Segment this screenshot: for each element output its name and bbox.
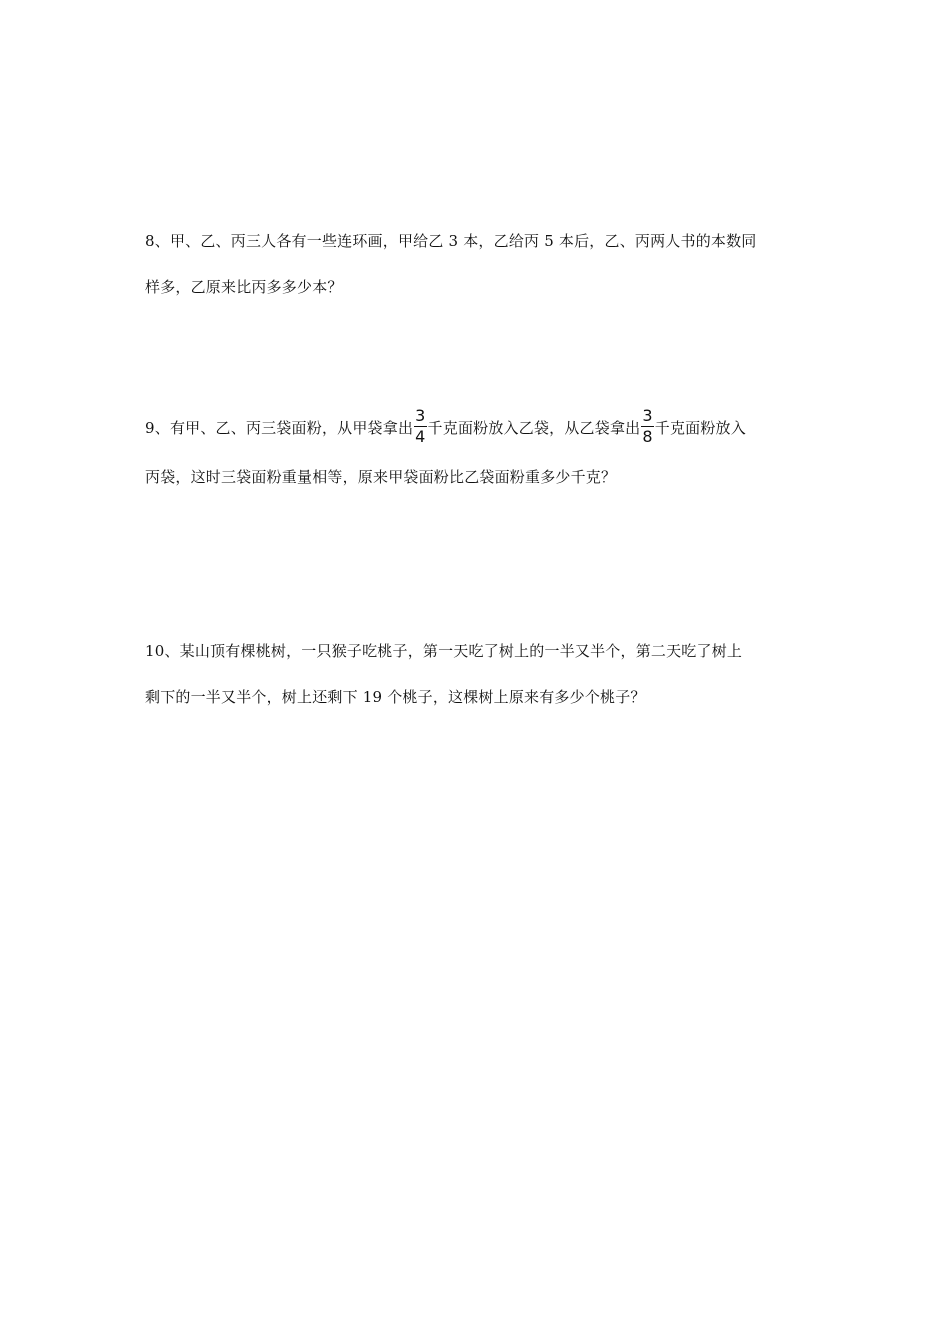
fraction-three-eighths: [641, 405, 653, 446]
problem-8: [145, 218, 810, 310]
problem-8-line-2: 样多，乙原来比丙多多少本？: [145, 278, 343, 296]
fraction-numerator: 3: [415, 405, 426, 425]
problem-9: [145, 402, 810, 500]
fraction-three-quarters: [414, 405, 426, 446]
fraction-denominator: 4: [415, 426, 426, 446]
fraction-denominator: 8: [642, 426, 653, 446]
problem-8-line-1: 8、甲、乙、丙三人各有一些连环画，甲给乙 3 本，乙给丙 5 本后，乙、丙两人书的本数同: [145, 232, 757, 250]
problem-9-line-2: 丙袋，这时三袋面粉重量相等，原来甲袋面粉比乙袋面粉重多少千克？: [145, 468, 617, 486]
problem-9-text-c: 千克面粉放入: [654, 419, 746, 437]
problem-10-line-2: 剩下的一半又半个，树上还剩下 19 个桃子，这棵树上原来有多少个桃子？: [145, 688, 646, 706]
problem-9-line-1: [145, 402, 810, 454]
problem-9-text-b: 千克面粉放入乙袋，从乙袋拿出: [427, 419, 641, 437]
fraction-numerator: 3: [642, 405, 653, 425]
problem-10-line-1: 10、某山顶有棵桃树，一只猴子吃桃子，第一天吃了树上的一半又半个，第二天吃了树上: [145, 642, 743, 660]
problem-9-text-a: 9、有甲、乙、丙三袋面粉，从甲袋拿出: [145, 419, 414, 437]
problem-10: [145, 628, 810, 720]
